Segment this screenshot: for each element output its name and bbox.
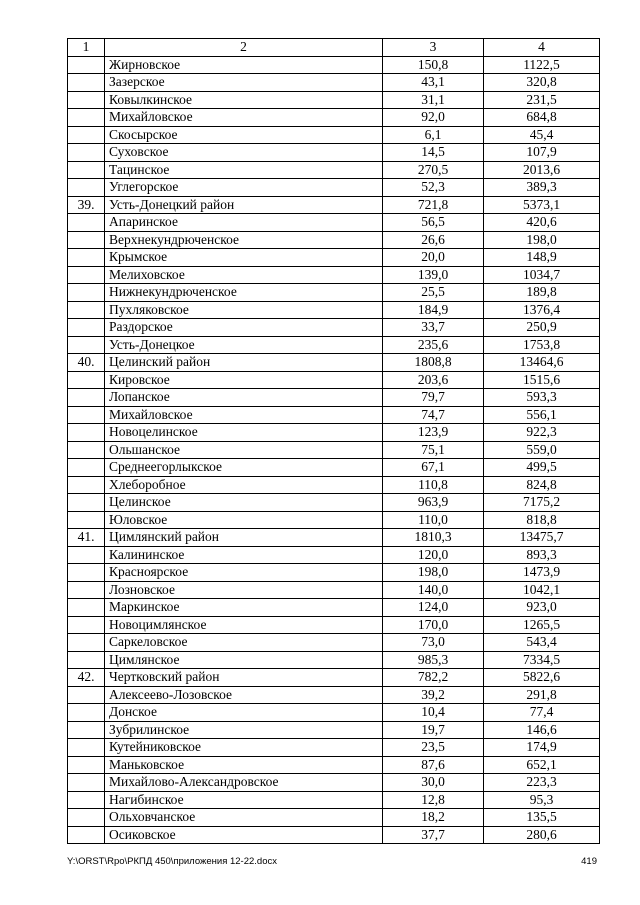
value-col4-cell: 1042,1 <box>484 581 600 599</box>
row-number-cell <box>68 441 105 459</box>
row-number-cell <box>68 599 105 617</box>
row-number-cell <box>68 214 105 232</box>
value-col4-cell: 174,9 <box>484 739 600 757</box>
row-number-cell <box>68 161 105 179</box>
settlement-name-cell: Тацинское <box>105 161 383 179</box>
table-row <box>68 424 600 442</box>
row-number-cell <box>68 809 105 827</box>
settlement-name-cell: Целинское <box>105 494 383 512</box>
value-col4-cell: 7334,5 <box>484 651 600 669</box>
settlement-name-cell: Апаринское <box>105 214 383 232</box>
value-col3-cell: 79,7 <box>383 389 484 407</box>
row-number-cell <box>68 284 105 302</box>
value-col4-cell: 543,4 <box>484 634 600 652</box>
value-col4-cell: 231,5 <box>484 91 600 109</box>
value-col4-cell: 2013,6 <box>484 161 600 179</box>
settlement-name-cell: Углегорское <box>105 179 383 197</box>
value-col4-cell: 420,6 <box>484 214 600 232</box>
settlement-name-cell: Раздорское <box>105 319 383 337</box>
value-col4-cell: 1753,8 <box>484 336 600 354</box>
table-row <box>68 774 600 792</box>
table-row <box>68 721 600 739</box>
value-col3-cell: 198,0 <box>383 564 484 582</box>
settlement-name-cell: Лопанское <box>105 389 383 407</box>
value-col3-cell: 25,5 <box>383 284 484 302</box>
value-col3-cell: 26,6 <box>383 231 484 249</box>
table-row <box>68 634 600 652</box>
table-row <box>68 319 600 337</box>
value-col4-cell: 1265,5 <box>484 616 600 634</box>
row-number-cell <box>68 494 105 512</box>
row-number-cell <box>68 459 105 477</box>
settlement-name-cell: Нагибинское <box>105 791 383 809</box>
header-cell-col1: 1 <box>68 39 105 57</box>
value-col3-cell: 123,9 <box>383 424 484 442</box>
row-number-cell <box>68 126 105 144</box>
value-col3-cell: 110,8 <box>383 476 484 494</box>
value-col3-cell: 19,7 <box>383 721 484 739</box>
file-path: Y:\ORST\Rpo\РКПД 450\приложения 12-22.docx <box>67 856 277 867</box>
table-row <box>68 354 600 372</box>
value-col4-cell: 5373,1 <box>484 196 600 214</box>
table-row <box>68 144 600 162</box>
settlement-name-cell: Кировское <box>105 371 383 389</box>
table-row <box>68 756 600 774</box>
settlement-name-cell: Ольховчанское <box>105 809 383 827</box>
value-col3-cell: 120,0 <box>383 546 484 564</box>
row-number-cell <box>68 179 105 197</box>
table-body <box>68 39 600 844</box>
value-col4-cell: 556,1 <box>484 406 600 424</box>
row-number-cell <box>68 56 105 74</box>
row-number-cell <box>68 739 105 757</box>
value-col3-cell: 139,0 <box>383 266 484 284</box>
value-col4-cell: 7175,2 <box>484 494 600 512</box>
value-col3-cell: 92,0 <box>383 109 484 127</box>
table-row <box>68 231 600 249</box>
header-cell-col3: 3 <box>383 39 484 57</box>
table-row <box>68 74 600 92</box>
row-number-cell <box>68 231 105 249</box>
value-col4-cell: 499,5 <box>484 459 600 477</box>
value-col4-cell: 13464,6 <box>484 354 600 372</box>
table-row <box>68 214 600 232</box>
table-row <box>68 529 600 547</box>
row-number-cell <box>68 756 105 774</box>
settlement-name-cell: Ольшанское <box>105 441 383 459</box>
settlement-name-cell: Целинский район <box>105 354 383 372</box>
value-col4-cell: 146,6 <box>484 721 600 739</box>
value-col3-cell: 87,6 <box>383 756 484 774</box>
settlement-name-cell: Новоцимлянское <box>105 616 383 634</box>
value-col3-cell: 721,8 <box>383 196 484 214</box>
settlement-name-cell: Хлеборобное <box>105 476 383 494</box>
settlement-name-cell: Михайлово-Александровское <box>105 774 383 792</box>
value-col4-cell: 1034,7 <box>484 266 600 284</box>
row-number-cell <box>68 476 105 494</box>
value-col4-cell: 893,3 <box>484 546 600 564</box>
row-number-cell <box>68 581 105 599</box>
table-row <box>68 109 600 127</box>
table-row <box>68 126 600 144</box>
settlement-name-cell: Чертковский район <box>105 669 383 687</box>
table-row <box>68 599 600 617</box>
settlement-name-cell: Маньковское <box>105 756 383 774</box>
settlement-name-cell: Калининское <box>105 546 383 564</box>
table-row <box>68 196 600 214</box>
table-row <box>68 704 600 722</box>
value-col3-cell: 140,0 <box>383 581 484 599</box>
table-row <box>68 179 600 197</box>
row-number-cell: 39. <box>68 196 105 214</box>
value-col3-cell: 75,1 <box>383 441 484 459</box>
settlement-name-cell: Алексеево-Лозовское <box>105 686 383 704</box>
table-row <box>68 686 600 704</box>
table-row <box>68 651 600 669</box>
table-row <box>68 581 600 599</box>
settlement-name-cell: Зубрилинское <box>105 721 383 739</box>
row-number-cell <box>68 791 105 809</box>
value-col4-cell: 1473,9 <box>484 564 600 582</box>
row-number-cell: 41. <box>68 529 105 547</box>
settlement-name-cell: Цимлянское <box>105 651 383 669</box>
row-number-cell <box>68 91 105 109</box>
value-col4-cell: 320,8 <box>484 74 600 92</box>
value-col4-cell: 923,0 <box>484 599 600 617</box>
value-col3-cell: 150,8 <box>383 56 484 74</box>
value-col3-cell: 43,1 <box>383 74 484 92</box>
row-number-cell <box>68 564 105 582</box>
value-col4-cell: 198,0 <box>484 231 600 249</box>
value-col4-cell: 135,5 <box>484 809 600 827</box>
value-col4-cell: 684,8 <box>484 109 600 127</box>
settlement-name-cell: Донское <box>105 704 383 722</box>
table-row <box>68 809 600 827</box>
table-row <box>68 791 600 809</box>
row-number-cell <box>68 511 105 529</box>
settlement-name-cell: Суховское <box>105 144 383 162</box>
row-number-cell <box>68 74 105 92</box>
value-col3-cell: 74,7 <box>383 406 484 424</box>
value-col3-cell: 33,7 <box>383 319 484 337</box>
settlement-name-cell: Красноярское <box>105 564 383 582</box>
value-col4-cell: 1122,5 <box>484 56 600 74</box>
settlement-name-cell: Нижнекундрюченское <box>105 284 383 302</box>
settlement-name-cell: Юловское <box>105 511 383 529</box>
settlement-name-cell: Зазерское <box>105 74 383 92</box>
table-row <box>68 336 600 354</box>
table-row <box>68 161 600 179</box>
settlement-name-cell: Усть-Донецкое <box>105 336 383 354</box>
value-col4-cell: 77,4 <box>484 704 600 722</box>
row-number-cell <box>68 616 105 634</box>
table-row <box>68 371 600 389</box>
row-number-cell <box>68 144 105 162</box>
table-header-row <box>68 39 600 57</box>
table-row <box>68 669 600 687</box>
settlement-name-cell: Осиковское <box>105 826 383 844</box>
value-col3-cell: 110,0 <box>383 511 484 529</box>
row-number-cell <box>68 389 105 407</box>
value-col3-cell: 124,0 <box>383 599 484 617</box>
row-number-cell <box>68 249 105 267</box>
table-row <box>68 249 600 267</box>
row-number-cell <box>68 826 105 844</box>
page-footer <box>67 856 597 870</box>
row-number-cell <box>68 634 105 652</box>
value-col3-cell: 67,1 <box>383 459 484 477</box>
value-col3-cell: 235,6 <box>383 336 484 354</box>
value-col3-cell: 18,2 <box>383 809 484 827</box>
value-col3-cell: 37,7 <box>383 826 484 844</box>
table-row <box>68 406 600 424</box>
table-row <box>68 459 600 477</box>
row-number-cell: 40. <box>68 354 105 372</box>
value-col3-cell: 20,0 <box>383 249 484 267</box>
table-row <box>68 389 600 407</box>
value-col3-cell: 270,5 <box>383 161 484 179</box>
value-col3-cell: 10,4 <box>383 704 484 722</box>
value-col4-cell: 250,9 <box>484 319 600 337</box>
settlement-name-cell: Крымское <box>105 249 383 267</box>
value-col4-cell: 95,3 <box>484 791 600 809</box>
row-number-cell <box>68 406 105 424</box>
row-number-cell <box>68 704 105 722</box>
table-row <box>68 441 600 459</box>
row-number-cell <box>68 301 105 319</box>
table-row <box>68 739 600 757</box>
header-cell-col2: 2 <box>105 39 383 57</box>
settlement-name-cell: Саркеловское <box>105 634 383 652</box>
value-col3-cell: 14,5 <box>383 144 484 162</box>
value-col3-cell: 1808,8 <box>383 354 484 372</box>
settlement-name-cell: Михайловское <box>105 109 383 127</box>
settlement-name-cell: Пухляковское <box>105 301 383 319</box>
settlement-name-cell: Мелиховское <box>105 266 383 284</box>
table-row <box>68 616 600 634</box>
value-col3-cell: 203,6 <box>383 371 484 389</box>
value-col4-cell: 45,4 <box>484 126 600 144</box>
table-row <box>68 56 600 74</box>
table-row <box>68 284 600 302</box>
value-col4-cell: 818,8 <box>484 511 600 529</box>
settlement-name-cell: Лозновское <box>105 581 383 599</box>
row-number-cell <box>68 319 105 337</box>
value-col3-cell: 31,1 <box>383 91 484 109</box>
row-number-cell <box>68 109 105 127</box>
value-col3-cell: 23,5 <box>383 739 484 757</box>
row-number-cell <box>68 266 105 284</box>
table-row <box>68 826 600 844</box>
row-number-cell <box>68 686 105 704</box>
settlement-name-cell: Усть-Донецкий район <box>105 196 383 214</box>
value-col4-cell: 652,1 <box>484 756 600 774</box>
settlement-name-cell: Ковылкинское <box>105 91 383 109</box>
value-col4-cell: 559,0 <box>484 441 600 459</box>
settlement-name-cell: Михайловское <box>105 406 383 424</box>
value-col4-cell: 189,8 <box>484 284 600 302</box>
value-col3-cell: 1810,3 <box>383 529 484 547</box>
table-row <box>68 301 600 319</box>
settlement-name-cell: Среднеегорлыкское <box>105 459 383 477</box>
value-col4-cell: 1515,6 <box>484 371 600 389</box>
table-row <box>68 511 600 529</box>
table-row <box>68 546 600 564</box>
row-number-cell <box>68 336 105 354</box>
table-row <box>68 266 600 284</box>
value-col3-cell: 6,1 <box>383 126 484 144</box>
settlement-name-cell: Скосырское <box>105 126 383 144</box>
value-col4-cell: 922,3 <box>484 424 600 442</box>
value-col3-cell: 52,3 <box>383 179 484 197</box>
value-col4-cell: 5822,6 <box>484 669 600 687</box>
value-col4-cell: 280,6 <box>484 826 600 844</box>
row-number-cell <box>68 546 105 564</box>
table-row <box>68 494 600 512</box>
value-col4-cell: 107,9 <box>484 144 600 162</box>
value-col4-cell: 148,9 <box>484 249 600 267</box>
value-col4-cell: 1376,4 <box>484 301 600 319</box>
table-row <box>68 476 600 494</box>
settlement-name-cell: Жирновское <box>105 56 383 74</box>
value-col4-cell: 13475,7 <box>484 529 600 547</box>
value-col3-cell: 184,9 <box>383 301 484 319</box>
value-col4-cell: 824,8 <box>484 476 600 494</box>
data-table <box>67 38 600 844</box>
row-number-cell <box>68 651 105 669</box>
page-number: 419 <box>581 856 597 867</box>
row-number-cell <box>68 424 105 442</box>
value-col3-cell: 985,3 <box>383 651 484 669</box>
value-col3-cell: 30,0 <box>383 774 484 792</box>
value-col3-cell: 782,2 <box>383 669 484 687</box>
settlement-name-cell: Верхнекундрюченское <box>105 231 383 249</box>
settlement-name-cell: Маркинское <box>105 599 383 617</box>
value-col4-cell: 223,3 <box>484 774 600 792</box>
row-number-cell <box>68 721 105 739</box>
value-col3-cell: 56,5 <box>383 214 484 232</box>
settlement-name-cell: Кутейниковское <box>105 739 383 757</box>
value-col4-cell: 593,3 <box>484 389 600 407</box>
row-number-cell <box>68 774 105 792</box>
settlement-name-cell: Цимлянский район <box>105 529 383 547</box>
header-cell-col4: 4 <box>484 39 600 57</box>
value-col3-cell: 39,2 <box>383 686 484 704</box>
table-row <box>68 564 600 582</box>
value-col3-cell: 170,0 <box>383 616 484 634</box>
value-col3-cell: 73,0 <box>383 634 484 652</box>
value-col4-cell: 291,8 <box>484 686 600 704</box>
settlement-name-cell: Новоцелинское <box>105 424 383 442</box>
value-col3-cell: 963,9 <box>383 494 484 512</box>
table-row <box>68 91 600 109</box>
value-col4-cell: 389,3 <box>484 179 600 197</box>
value-col3-cell: 12,8 <box>383 791 484 809</box>
row-number-cell <box>68 371 105 389</box>
row-number-cell: 42. <box>68 669 105 687</box>
